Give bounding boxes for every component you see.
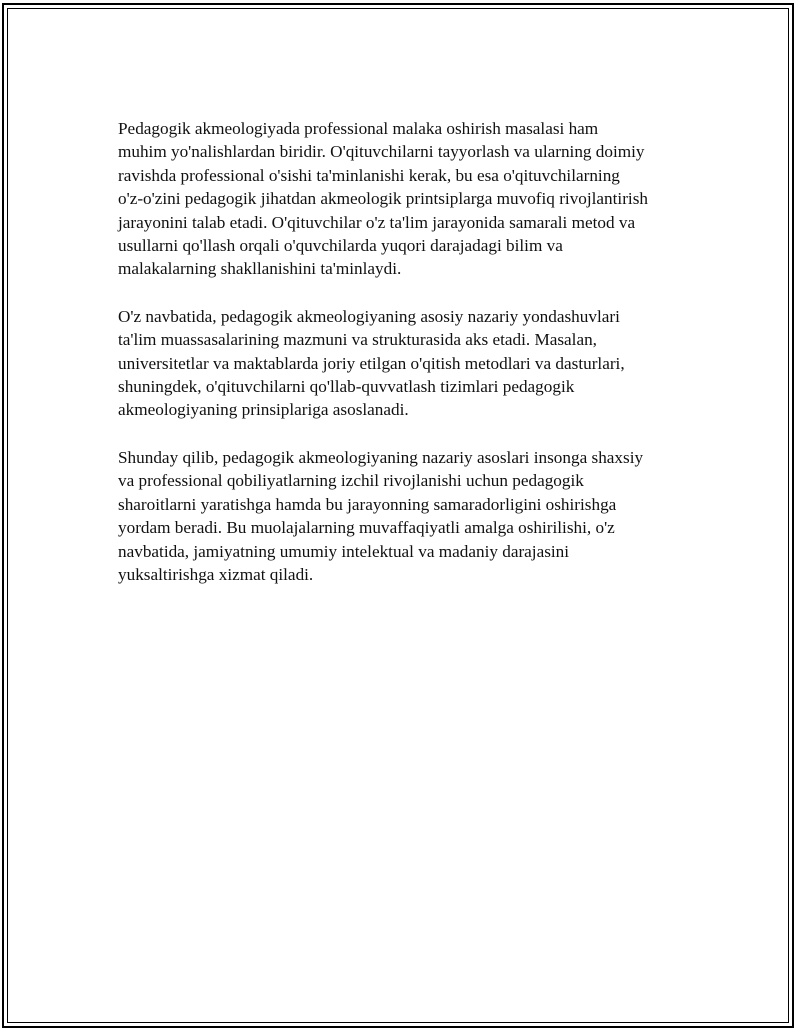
paragraph-line: sharoitlarni yaratishga hamda bu jarayonning samaradorligini oshirishga: [118, 494, 617, 514]
paragraph-line: va professional qobiliyatlarning izchil rivojlanishi uchun pedagogik: [118, 471, 584, 491]
paragraph-line: o'z-o'zini pedagogik jihatdan akmeologik printsiplarga muvofiq rivojlantirish: [118, 189, 648, 209]
paragraph-1: [118, 117, 698, 281]
paragraph-line: yuksaltirishga xizmat qiladi.: [118, 564, 314, 584]
paragraph-line: shuningdek, o'qituvchilarni qo'llab-quvvatlash tizimlari pedagogik: [118, 377, 575, 397]
paragraph-line: usullarni qo'llash orqali o'quvchilarda yuqori darajadagi bilim va: [118, 236, 563, 256]
paragraph-3: [118, 446, 698, 586]
paragraph-line: yordam beradi. Bu muolajalarning muvaffaqiyatli amalga oshirilishi, o'z: [118, 518, 615, 538]
paragraph-line: ta'lim muassasalarining mazmuni va strukturasida aks etadi. Masalan,: [118, 330, 597, 350]
paragraph-line: akmeologiyaning prinsiplariga asoslanadi.: [118, 400, 409, 420]
paragraph-line: O'z navbatida, pedagogik akmeologiyaning asosiy nazariy yondashuvlari: [118, 306, 620, 326]
paragraph-line: ravishda professional o'sishi ta'minlanishi kerak, bu esa o'qituvchilarning: [118, 165, 620, 185]
paragraph-line: jarayonini talab etadi. O'qituvchilar o'z ta'lim jarayonida samarali metod va: [118, 212, 636, 232]
paragraph-line: Shunday qilib, pedagogik akmeologiyaning nazariy asoslari insonga shaxsiy: [118, 447, 644, 467]
paragraph-line: navbatida, jamiyatning umumiy intelektual va madaniy darajasini: [118, 541, 570, 561]
paragraph-line: muhim yo'nalishlardan biridir. O'qituvchilarni tayyorlash va ularning doimiy: [118, 142, 645, 162]
paragraph-line: Pedagogik akmeologiyada professional malaka oshirish masalasi ham: [118, 119, 599, 138]
paragraph-line: universitetlar va maktablarda joriy etilgan o'qitish metodlari va dasturlari,: [118, 353, 625, 373]
document-body: [118, 117, 698, 610]
paragraph-2: [118, 305, 698, 422]
paragraph-line: malakalarning shakllanishini ta'minlaydi.: [118, 259, 402, 279]
